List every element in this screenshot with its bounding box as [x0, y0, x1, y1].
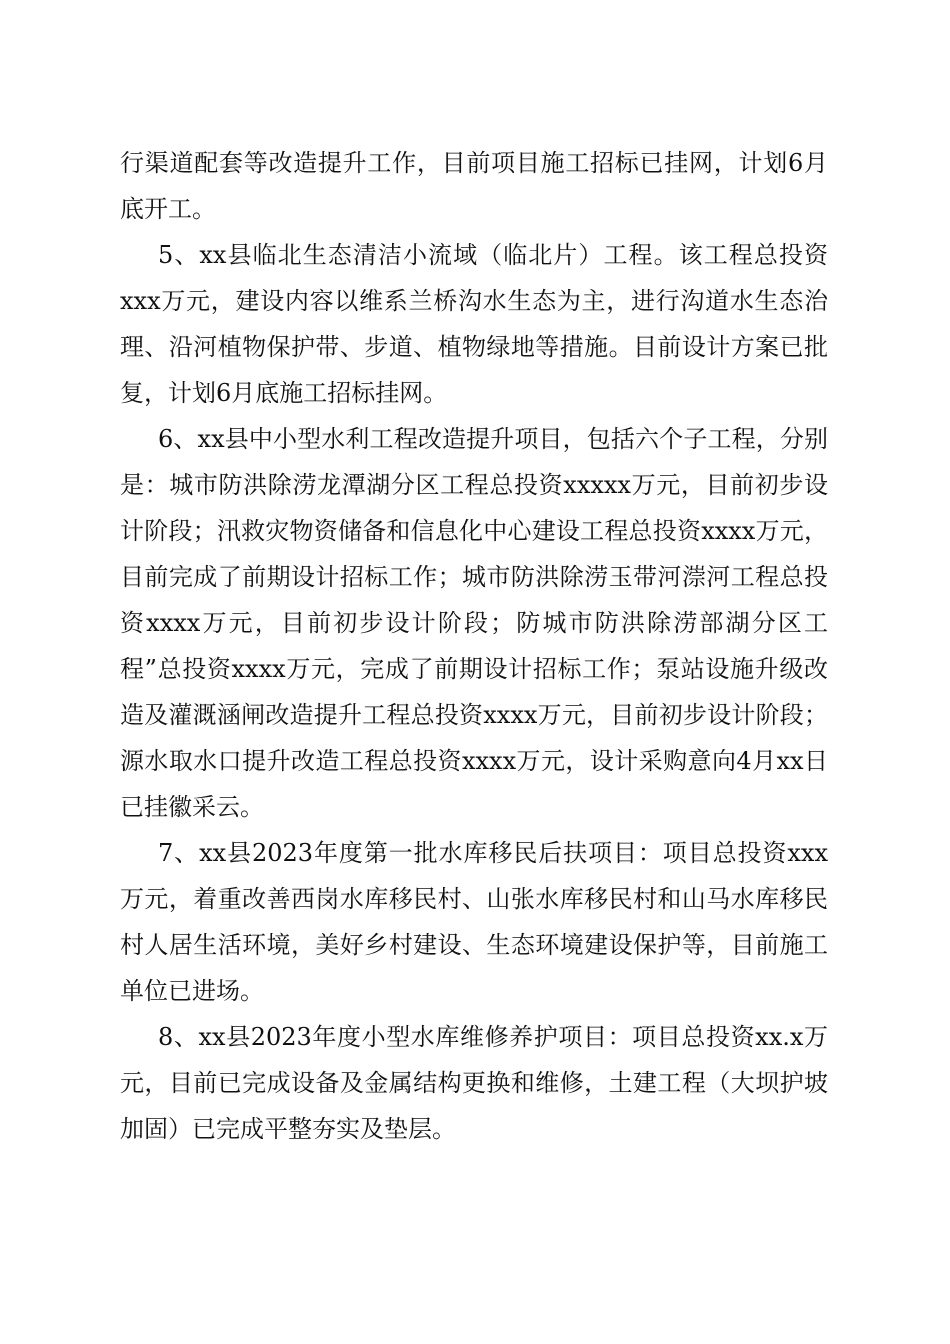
paragraph-item-5: 5、xx县临北生态清洁小流域（临北片）工程。该工程总投资xxx万元，建设内容以维系兰桥沟水生态为主，进行沟道水生态治理、沿河植物保护带、步道、植物绿地等措施。目前设计方案已批复，计划6月底施工招标挂网。 — [120, 241, 828, 407]
paragraph-item-6: 6、xx县中小型水利工程改造提升项目，包括六个子工程，分别是：城市防洪除涝龙潭湖分区工程总投资xxxxx万元，目前初步设计阶段；汛救灾物资储备和信息化中心建设工程总投资xxxx万元，目前完成了前期设计招标工作；城市防洪除涝玉带河漴河工程总投资xxxx万元，目前初步设计阶段；防城市防洪除涝部湖分区工程”总投资xxxx万元，完成了前期设计招标工作；泵站设施升级改造及灌溉涵闸改造提升工程总投资xxxx万元，目前初步设计阶段；源水取水口提升改造工程总投资xxxx万元，设计采购意向4月xx日已挂徽采云。 — [120, 425, 828, 821]
paragraph-item-8: 8、xx县2023年度小型水库维修养护项目：项目总投资xx.x万元，目前已完成设备及金属结构更换和维修，土建工程（大坝护坡加固）已完成平整夯实及垫层。 — [120, 1023, 828, 1143]
paragraph-item-7: 7、xx县2023年度第一批水库移民后扶项目：项目总投资xxx万元，着重改善西岗水库移民村、山张水库移民村和山马水库移民村人居生活环境，美好乡村建设、生态环境建设保护等，目前施工单位已进场。 — [120, 839, 828, 1005]
document-body — [120, 140, 828, 1152]
paragraph-continuation: 行渠道配套等改造提升工作，目前项目施工招标已挂网，计划6月底开工。 — [120, 149, 828, 223]
